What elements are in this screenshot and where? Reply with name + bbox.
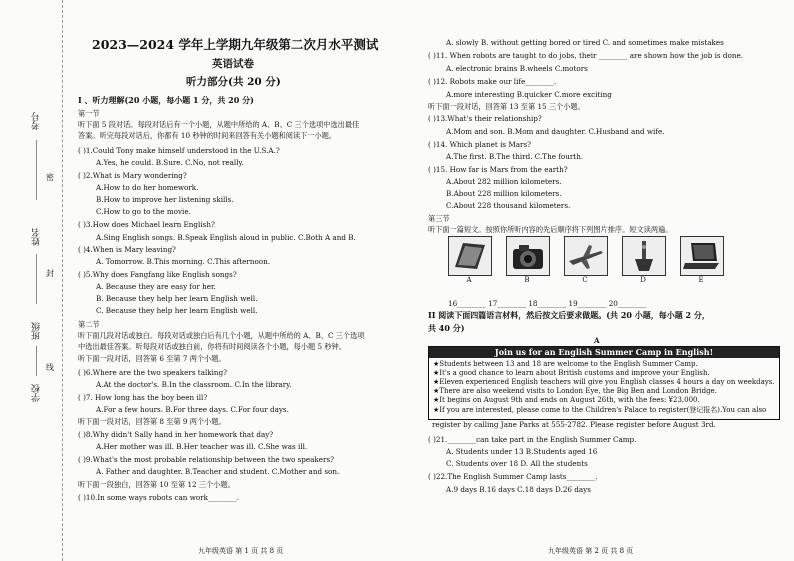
school-label: 学校 — [32, 384, 42, 402]
picture-row — [448, 236, 728, 284]
question-21: ( )21.________can take part in the English Summer Camp. — [428, 435, 637, 444]
exam-title: 2023—2024 学年上学期九年级第二次月水平测试 — [92, 37, 379, 52]
question-13-options: A.Mom and son. B.Mom and daughter. C.Husband and wife. — [446, 127, 665, 136]
ad-line-5: ★It begins on August 9th and ends on August 26th, with the fees: ¥23,000. — [433, 396, 700, 404]
question-15-option-a: A.About 282 million kilometers. — [446, 177, 562, 186]
section-2-heading: II 阅读下面四篇语言材料，然后按文后要求做题。(共 20 小题，每小题 2 分， — [428, 310, 710, 320]
ad-line-3: ★Eleven experienced English teachers will give you English classes 4 hours a day on weekdays. — [433, 378, 775, 386]
passage-a-label: A — [594, 336, 600, 345]
question-2-option-a: A.How to do her homework. — [96, 183, 199, 192]
exam-number-label: 考号 — [32, 112, 42, 130]
picture-a-tablet — [448, 236, 492, 276]
picture-d-chemistry-set — [622, 236, 666, 276]
part-3-instruction: 听下面一篇短文。按照你所听内容的先后顺序将下列图片排序。短文读两遍。 — [428, 225, 673, 234]
question-12-options: A.more interesting B.quicker C.more exciting — [446, 90, 612, 99]
question-3: ( )3.How does Michael learn English? — [78, 220, 215, 229]
part-2-instruction-3: 听下面一段对话，回答第 6 至第 7 两个小题。 — [78, 354, 226, 363]
question-21-options-cd: C. Students over 18 D. All the students — [446, 459, 588, 468]
ad-line-2: ★It's a good chance to learn about British customs and improve your English. — [433, 369, 710, 377]
part-2-label: 第二节 — [78, 320, 100, 329]
section-2-heading-2: 共 40 分) — [428, 323, 465, 333]
picture-label-c: C — [582, 276, 588, 284]
question-5: ( )5.Why does Fangfang like English songs? — [78, 270, 237, 279]
question-7-options: A.For a few hours. B.For three days. C.For four days. — [96, 405, 289, 414]
question-2: ( )2.What is Mary wondering? — [78, 171, 187, 180]
question-2-option-b: B.How to improve her listening skills. — [96, 195, 234, 204]
seal-mark-feng: 封 — [46, 269, 54, 278]
question-4: ( )4.When is Mary leaving? — [78, 245, 176, 254]
questions-8-9-instruction: 听下面一段对话，回答第 8 至第 9 两个小题。 — [78, 417, 226, 426]
question-15-option-c: C.About 228 thousand kilometers. — [446, 201, 571, 210]
question-8: ( )8.Why didn't Sally hand in her homework that day? — [78, 430, 274, 439]
question-6-options: A.At the doctor's. B.In the classroom. C.In the library. — [96, 380, 292, 389]
question-5-option-c: C. Because they help her learn English well. — [96, 306, 258, 315]
question-22-options: A.9 days B.16 days C.18 days D.26 days — [446, 485, 591, 494]
question-11-options: A. electronic brains B.wheels C.motors — [446, 64, 588, 73]
ad-title: Join us for an English Summer Camp in English! — [429, 347, 779, 358]
question-9: ( )9.What's the most probable relationship between the two speakers? — [78, 455, 334, 464]
summer-camp-ad — [428, 346, 780, 420]
question-12: ( )12. Robots make our life________. — [428, 77, 557, 86]
page-footer-1: 九年级英语 第 1 页 共 8 页 — [198, 547, 284, 555]
question-15-option-b: B.About 228 million kilometers. — [446, 189, 562, 198]
question-1-options: A.Yes, he could. B.Sure. C.No, not really. — [96, 158, 244, 167]
part-2-instruction-1: 听下面几段对话或独白。每段对话或独白后有几个小题，从题中所给的 A、B、C 三个选项 — [78, 331, 365, 340]
ad-line-7: register by calling Jane Parks at 555-2782. Please register before August 3rd. — [432, 420, 716, 429]
binding-strip — [0, 0, 63, 561]
questions-10-12-instruction: 听下面一段独白，回答第 10 至第 12 三个小题。 — [78, 480, 235, 489]
part-1-instruction: 听下面 5 段对话。每段对话后有一个小题，从题中所给的 A、B、C 三个选项中选出最佳 — [78, 120, 360, 129]
question-10: ( )10.In some ways robots can work________. — [78, 493, 239, 502]
name-label: 姓名 — [32, 228, 42, 246]
part-1-instruction-2: 答案。听完每段对话后，你都有 10 秒钟的时间来回答有关小题和阅读下一小题。 — [78, 131, 337, 140]
picture-e-laptop — [680, 236, 724, 276]
question-21-options-ab: A. Students under 13 B.Students aged 16 — [446, 447, 598, 456]
part-2-instruction-2: 中选出最佳答案。听每段对话或独白前，你将有时间阅读各个小题，每小题 5 秒钟。 — [78, 342, 346, 351]
part-3-label: 第三节 — [428, 214, 450, 223]
question-22: ( )22.The English Summer Camp lasts________. — [428, 472, 598, 481]
question-14: ( )14. Which planet is Mars? — [428, 140, 531, 149]
ad-line-4: ★There are also weekend visits to London Eye, the Big Ben and London Bridge. — [433, 387, 717, 395]
ad-line-6: ★If you are interested, please come to the Children's Palace to register(登记报名).You can also — [433, 406, 767, 414]
question-13: ( )13.What's their relationship? — [428, 114, 542, 123]
picture-label-e: E — [698, 276, 704, 284]
part-1-label: 第一节 — [78, 109, 100, 118]
listening-heading: 听力部分(共 20 分) — [186, 76, 281, 88]
class-label: 班级 — [32, 322, 42, 340]
answer-blanks-16-20: 16________ 17________ 18________ 19________ 20________ — [448, 299, 647, 308]
picture-b-camera — [506, 236, 550, 276]
question-2-option-c: C.How to go to the movie. — [96, 207, 191, 216]
question-14-options: A.The first. B.The third. C.The fourth. — [446, 152, 584, 161]
name-line — [36, 254, 37, 304]
question-5-option-b: B. Because they help her learn English well. — [96, 294, 258, 303]
section-1-heading: I 、听力理解(20 小题，每小题 1 分，共 20 分) — [78, 95, 254, 105]
question-1: ( )1.Could Tony make himself understood in the U.S.A.? — [78, 146, 280, 155]
question-9-options: A. Father and daughter. B.Teacher and student. C.Mother and son. — [96, 467, 340, 476]
exam-subject: 英语试卷 — [212, 58, 254, 70]
picture-label-d: D — [640, 276, 646, 284]
question-5-option-a: A. Because they are easy for her. — [96, 282, 216, 291]
picture-label-b: B — [524, 276, 530, 284]
ad-line-1: ★Students between 13 and 18 are welcome to the English Summer Camp. — [433, 360, 698, 368]
question-11: ( )11. When robots are taught to do jobs, their ________ are shown how the job is done. — [428, 51, 743, 60]
seal-mark-xian: 线 — [46, 363, 54, 372]
question-6: ( )6.Where are the two speakers talking? — [78, 368, 228, 377]
exam-number-line — [36, 140, 37, 200]
seal-mark-mi: 密 — [46, 173, 54, 182]
question-15: ( )15. How far is Mars from the earth? — [428, 165, 568, 174]
question-10-options: A. slowly B. without getting bored or tired C. and sometimes make mistakes — [446, 38, 724, 47]
picture-label-a: A — [466, 276, 472, 284]
question-8-options: A.Her mother was ill. B.Her teacher was ill. C.She was ill. — [96, 442, 308, 451]
question-4-options: A. Tomorrow. B.This morning. C.This afternoon. — [96, 257, 271, 266]
questions-13-15-instruction: 听下面一段对话，回答第 13 至第 15 三个小题。 — [428, 102, 585, 111]
class-line — [36, 346, 37, 376]
question-7: ( )7. How long has the boy been ill? — [78, 393, 208, 402]
question-3-options: A.Sing English songs. B.Speak English aloud in public. C.Both A and B. — [96, 233, 356, 242]
page-footer-2: 九年级英语 第 2 页 共 8 页 — [548, 547, 634, 555]
picture-c-airplane — [564, 236, 608, 276]
